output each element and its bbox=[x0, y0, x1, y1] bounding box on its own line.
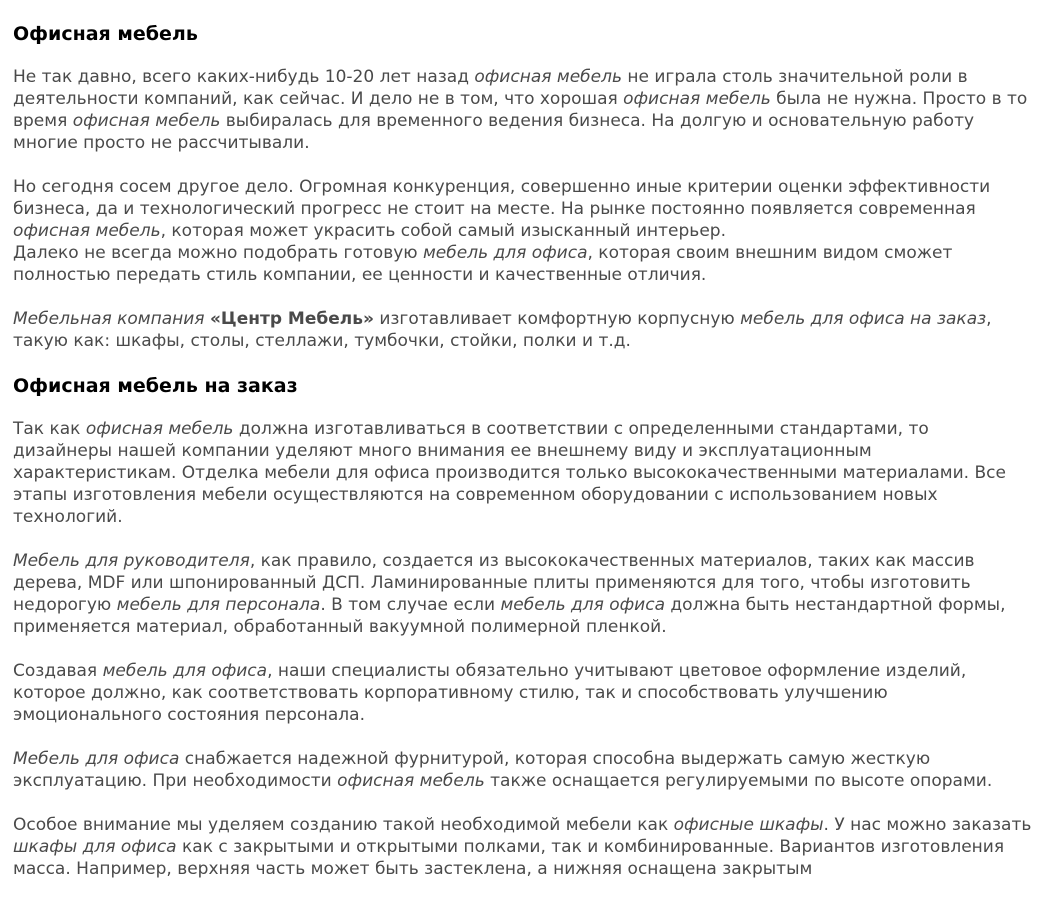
text-run: , наши специалисты обязательно учитывают цветовое оформление изделий, которое должно, как соответствовать корпоративному стилю, так и способствовать улучшению эмоционального состояния персонала. bbox=[13, 661, 967, 725]
text-run: , которая может украсить собой самый изысканный интерьер. bbox=[160, 221, 726, 241]
paragraph bbox=[13, 66, 1033, 154]
emphasized-term: Мебель для руководителя bbox=[13, 551, 250, 571]
text-run: должна быть нестандартной формы, применяется материал, обработанный вакуумной полимерной пленкой. bbox=[13, 595, 1006, 637]
emphasized-term: офисная мебель bbox=[623, 89, 771, 109]
paragraph bbox=[13, 176, 1033, 242]
emphasized-term: мебель для офиса bbox=[422, 243, 588, 263]
text-run: , такую как: шкафы, столы, стеллажи, тумбочки, стойки, полки и т.д. bbox=[13, 309, 992, 351]
text-run: должна изготавливаться в соответствии с определенными стандартами, то дизайнеры нашей компании уделяют много внимания ее внешнему виду и эксплуатационным характеристикам. Отделка мебели для офиса производится только высококачественными материалами. Все этапы изготовления мебели осуществляются на современном оборудовании с использованием новых технологий. bbox=[13, 419, 1006, 527]
paragraph bbox=[13, 748, 1033, 792]
paragraph bbox=[13, 814, 1033, 880]
emphasized-term: офисная мебель bbox=[13, 221, 161, 241]
emphasized-term: офисные шкафы bbox=[673, 815, 824, 835]
company-name: «Центр Мебель» bbox=[209, 309, 374, 329]
paragraph bbox=[13, 242, 1033, 286]
text-run: , которая своим внешним видом сможет полностью передать стиль компании, ее ценности и качественные отличия. bbox=[13, 243, 953, 285]
text-run: , как правило, создается из высококачественных материалов, таких как массив дерева, MDF или шпонированный ДСП. Ламинированные плиты применяются для того, чтобы изготовить недорогую bbox=[13, 551, 975, 615]
emphasized-term: мебель для офиса bbox=[102, 661, 268, 681]
paragraph bbox=[13, 660, 1033, 726]
text-run: также оснащается регулируемыми по высоте опорами. bbox=[484, 771, 993, 791]
emphasized-term: мебель для офиса на заказ bbox=[740, 309, 987, 329]
paragraph bbox=[13, 550, 1033, 638]
paragraph bbox=[13, 308, 1033, 352]
text-run: . В том случае если bbox=[320, 595, 501, 615]
section-heading-custom-office-furniture: Офисная мебель на заказ bbox=[13, 375, 298, 397]
text-run: Не так давно, всего каких-нибудь 10-20 лет назад bbox=[13, 67, 475, 87]
text-run: . У нас можно заказать bbox=[823, 815, 1032, 835]
emphasized-term: мебель для персонала bbox=[116, 595, 321, 615]
text-run: Так как bbox=[13, 419, 86, 439]
section-heading-office-furniture: Офисная мебель bbox=[13, 23, 198, 45]
emphasized-term: Мебельная компания bbox=[13, 309, 210, 329]
paragraph bbox=[13, 418, 1033, 528]
text-run: не играла столь значительной роли в деятельности компаний, как сейчас. И дело не в том, что хорошая bbox=[13, 67, 968, 109]
emphasized-term: офисная мебель bbox=[85, 419, 234, 439]
text-run: Но сегодня сосем другое дело. Огромная конкуренция, совершенно иные критерии оценки эффективности бизнеса, да и технологический прогресс не стоит на месте. На рынке постоянно появляется современная bbox=[13, 177, 991, 219]
emphasized-term: мебель для офиса bbox=[500, 595, 665, 615]
text-run: как с закрытыми и открытыми полками, так и комбинированные. Вариантов изготовления масса. Например, верхняя часть может быть застеклена, а нижняя оснащена закрытым bbox=[13, 837, 1005, 879]
emphasized-term: Мебель для офиса bbox=[13, 749, 180, 769]
article bbox=[13, 0, 1033, 902]
text-run: Особое внимание мы уделяем созданию такой необходимой мебели как bbox=[13, 815, 674, 835]
text-run: Создавая bbox=[13, 661, 103, 681]
emphasized-term: шкафы для офиса bbox=[13, 837, 177, 857]
text-run: снабжается надежной фурнитурой, которая способна выдержать самую жесткую эксплуатацию. При необходимости bbox=[13, 749, 931, 791]
text-run: изготавливает комфортную корпусную bbox=[373, 309, 741, 329]
emphasized-term: офисная мебель bbox=[72, 111, 221, 131]
text-run: Далеко не всегда можно подобрать готовую bbox=[13, 243, 423, 263]
emphasized-term: офисная мебель bbox=[474, 67, 622, 87]
text-run: была не нужна. Просто в то время bbox=[13, 89, 1028, 131]
text-run: выбиралась для временного ведения бизнеса. На долгую и основательную работу многие просто не рассчитывали. bbox=[13, 111, 975, 153]
emphasized-term: офисная мебель bbox=[337, 771, 485, 791]
